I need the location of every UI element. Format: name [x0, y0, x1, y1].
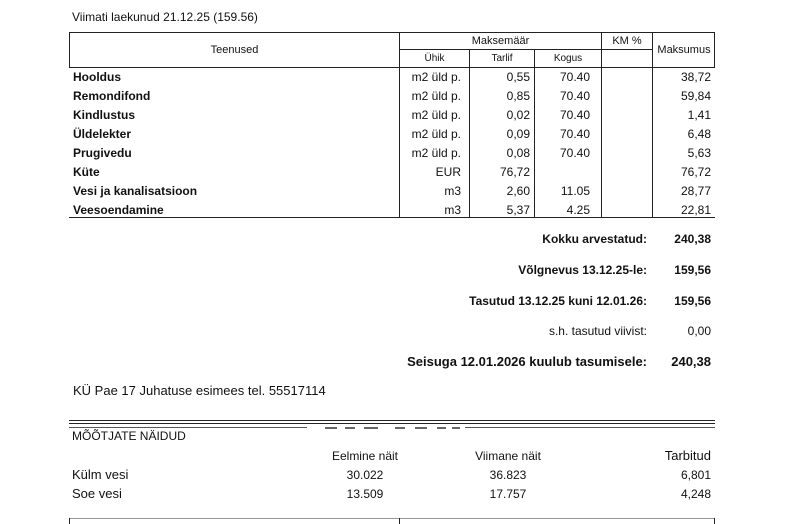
service-qty: 70.40: [559, 89, 590, 103]
service-unit: m2 üld p.: [411, 70, 461, 84]
meter-used: 4,248: [680, 487, 711, 501]
services-header: Teenused: [210, 44, 259, 56]
service-cost: 1,41: [687, 108, 711, 122]
service-name: Hooldus: [73, 70, 121, 84]
table-row: [0, 89, 785, 108]
service-tariff: 2,60: [506, 184, 530, 198]
service-tariff: 0,55: [506, 70, 530, 84]
service-tariff: 0,85: [506, 89, 530, 103]
tariff-header: Tarlif: [491, 53, 513, 64]
service-name: Üldelekter: [73, 127, 132, 141]
service-cost: 76,72: [680, 165, 711, 179]
service-unit: m2 üld p.: [411, 127, 461, 141]
service-tariff: 0,09: [506, 127, 530, 141]
service-tariff: 0,08: [506, 146, 530, 160]
service-qty: 70.40: [559, 127, 590, 141]
rate-group-header: Maksemäär: [471, 35, 530, 47]
last-received-note: Viimati laekunud 21.12.25 (159.56): [72, 10, 258, 24]
billed-value: 240,38: [674, 232, 711, 246]
service-qty: 11.05: [560, 184, 590, 198]
due-label: Seisuga 12.01.2026 kuulub tasumisele:: [407, 354, 647, 369]
service-name: Prugivedu: [73, 146, 132, 160]
table-row: [0, 70, 785, 89]
meter-name: Soe vesi: [72, 486, 122, 501]
service-qty: 70.40: [559, 108, 590, 122]
service-tariff: 5,37: [506, 203, 530, 217]
meter-name: Külm vesi: [72, 467, 129, 482]
service-cost: 28,77: [680, 184, 711, 198]
service-name: Kindlustus: [73, 108, 135, 122]
service-name: Veesoendamine: [73, 203, 164, 217]
meter-prev: 13.509: [346, 487, 384, 501]
meters-prev-header: Eelmine näit: [331, 449, 399, 463]
cost-header: Maksumus: [657, 44, 711, 56]
debt-value: 159,56: [674, 263, 711, 277]
service-unit: m3: [444, 184, 461, 198]
service-cost: 5,63: [687, 146, 711, 160]
meter-used: 6,801: [680, 468, 711, 482]
service-cost: 38,72: [680, 70, 711, 84]
service-cost: 59,84: [680, 89, 711, 103]
service-unit: m3: [444, 203, 461, 217]
table-row: [0, 146, 785, 165]
meter-prev: 30.022: [346, 468, 384, 482]
unit-header: Ühik: [424, 53, 445, 64]
meters-used-header: Tarbitud: [664, 448, 711, 463]
service-unit: m2 üld p.: [411, 146, 461, 160]
table-row: [0, 165, 785, 184]
service-name: Küte: [73, 165, 100, 179]
due-value: 240,38: [671, 354, 711, 369]
billed-label: Kokku arvestatud:: [542, 232, 647, 246]
service-unit: m2 üld p.: [411, 108, 461, 122]
service-qty: 70.40: [559, 70, 590, 84]
service-qty: 4.25: [566, 203, 590, 217]
vat-header: KM %: [612, 35, 642, 47]
meters-last-header: Viimane näit: [475, 449, 541, 463]
paid-label: Tasutud 13.12.25 kuni 12.01.26:: [469, 294, 647, 308]
service-name: Remondifond: [73, 89, 151, 103]
meters-title: MÕÕTJATE NÄIDUD: [72, 429, 186, 443]
table-row: [0, 108, 785, 127]
qty-header: Kogus: [553, 53, 583, 64]
service-cost: 6,48: [687, 127, 711, 141]
table-row: [0, 203, 785, 222]
table-row: [0, 184, 785, 203]
service-name: Vesi ja kanalisatsioon: [73, 184, 198, 198]
chairman-contact: KÜ Pae 17 Juhatuse esimees tel. 55517114: [73, 383, 326, 398]
meter-last: 17.757: [489, 487, 527, 501]
service-cost: 22,81: [680, 203, 711, 217]
service-tariff: 76,72: [499, 165, 530, 179]
service-unit: m2 üld p.: [411, 89, 461, 103]
paid-value: 159,56: [674, 294, 711, 308]
service-tariff: 0,02: [506, 108, 530, 122]
debt-label: Võlgnevus 13.12.25-le:: [518, 263, 647, 277]
interest-value: 0,00: [687, 324, 711, 338]
service-unit: EUR: [435, 165, 461, 179]
meter-last: 36.823: [489, 468, 527, 482]
table-row: [0, 127, 785, 146]
interest-label: s.h. tasutud viivist:: [548, 324, 647, 338]
service-qty: 70.40: [559, 146, 590, 160]
